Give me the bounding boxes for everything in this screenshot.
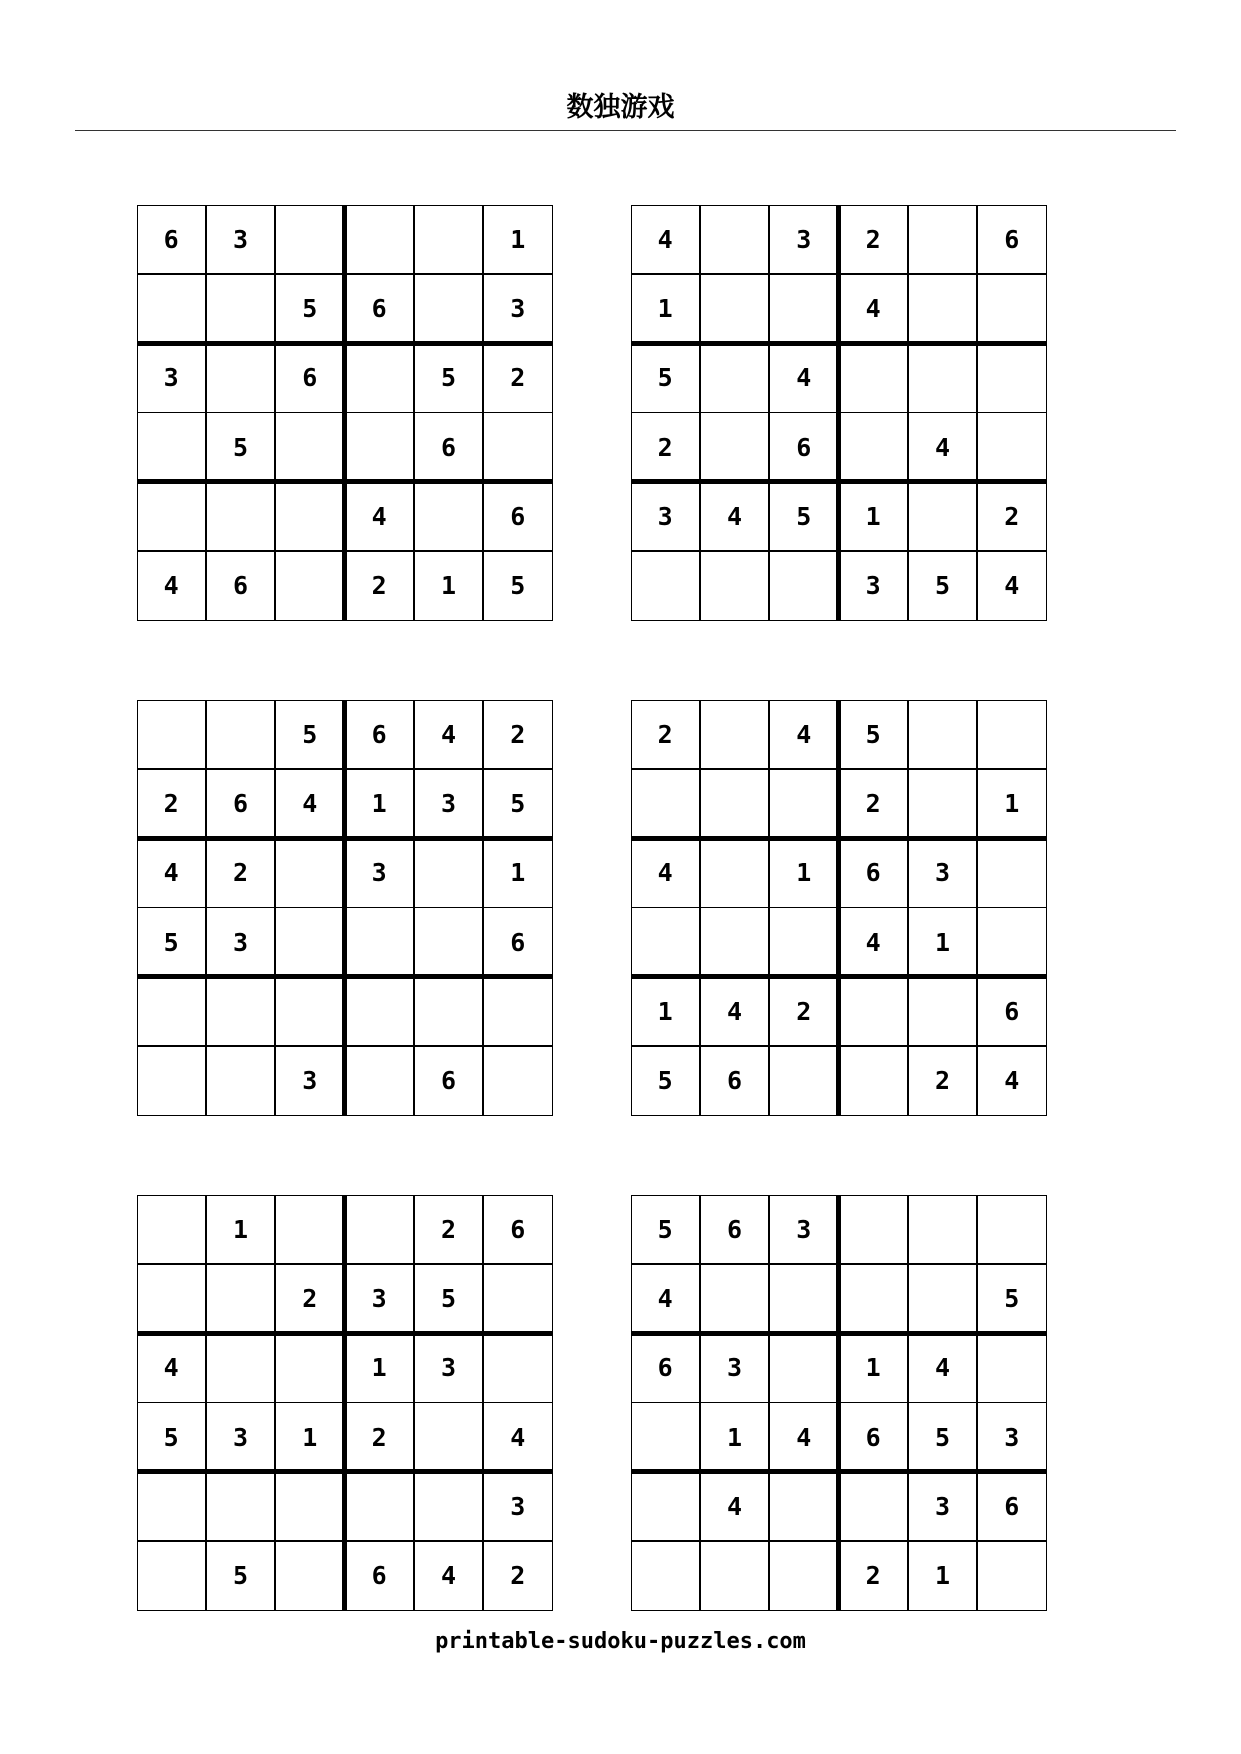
given-digit[interactable]: 1 [657, 996, 673, 1026]
empty-cell[interactable] [206, 343, 275, 412]
given-digit[interactable]: 2 [865, 1561, 881, 1591]
empty-cell[interactable] [769, 551, 838, 620]
empty-cell[interactable] [345, 1046, 414, 1115]
given-digit[interactable]: 1 [934, 1561, 951, 1591]
given-digit[interactable]: 5 [440, 1283, 457, 1313]
empty-cell[interactable] [206, 1264, 275, 1333]
empty-cell[interactable] [414, 482, 483, 551]
empty-cell[interactable] [908, 274, 977, 343]
empty-cell[interactable] [137, 1046, 206, 1115]
given-digit[interactable]: 1 [510, 858, 526, 888]
given-digit[interactable]: 1 [1004, 788, 1020, 818]
empty-cell[interactable] [275, 1195, 344, 1264]
given-digit[interactable]: 6 [726, 1066, 743, 1096]
empty-cell[interactable] [137, 700, 206, 769]
given-digit[interactable]: 1 [232, 1214, 249, 1244]
empty-cell[interactable] [414, 274, 483, 343]
empty-cell[interactable] [206, 700, 275, 769]
empty-cell[interactable] [769, 1333, 838, 1402]
given-digit[interactable]: 2 [510, 363, 526, 393]
given-digit[interactable]: 3 [232, 1422, 249, 1452]
page-title: 数独游戏 [566, 92, 675, 123]
given-digit[interactable]: 6 [232, 788, 249, 818]
given-digit[interactable]: 4 [796, 363, 812, 393]
given-digit[interactable]: 2 [440, 1214, 457, 1244]
given-digit[interactable]: 3 [510, 1491, 526, 1521]
given-digit[interactable]: 5 [232, 432, 249, 462]
given-digit[interactable]: 5 [302, 293, 318, 323]
empty-cell[interactable] [908, 343, 977, 412]
given-digit[interactable]: 3 [232, 224, 249, 254]
given-digit[interactable]: 4 [726, 996, 743, 1026]
given-digit[interactable]: 4 [726, 501, 743, 531]
empty-cell[interactable] [977, 700, 1046, 769]
given-digit[interactable]: 3 [510, 293, 526, 323]
empty-cell[interactable] [769, 769, 838, 838]
sudoku-grid [137, 700, 553, 1116]
given-digit[interactable]: 6 [510, 501, 526, 531]
given-digit[interactable]: 1 [371, 1353, 387, 1383]
empty-cell[interactable] [700, 769, 769, 838]
sudoku-grid [631, 1195, 1047, 1611]
sudoku-grid [137, 205, 553, 621]
given-digit[interactable]: 3 [1004, 1422, 1020, 1452]
given-digit[interactable]: 6 [1004, 224, 1020, 254]
empty-cell[interactable] [275, 1541, 344, 1610]
empty-cell[interactable] [483, 1264, 552, 1333]
empty-cell[interactable] [275, 977, 344, 1046]
given-digit[interactable]: 4 [726, 1491, 743, 1521]
given-digit[interactable]: 6 [510, 927, 526, 957]
given-digit[interactable]: 2 [371, 571, 387, 601]
empty-cell[interactable] [206, 1333, 275, 1402]
given-digit[interactable]: 6 [865, 858, 881, 888]
given-digit[interactable]: 4 [510, 1422, 526, 1452]
empty-cell[interactable] [414, 1472, 483, 1541]
given-digit[interactable]: 3 [302, 1066, 318, 1096]
empty-cell[interactable] [414, 205, 483, 274]
empty-cell[interactable] [345, 343, 414, 412]
sudoku-grid [631, 205, 1047, 621]
given-digit[interactable]: 4 [163, 1353, 179, 1383]
given-digit[interactable]: 5 [865, 719, 881, 749]
given-digit[interactable]: 6 [163, 224, 179, 254]
given-digit[interactable]: 6 [796, 432, 812, 462]
empty-cell[interactable] [345, 977, 414, 1046]
given-digit[interactable]: 5 [302, 719, 318, 749]
footer-website: printable-sudoku-puzzles.com [435, 1629, 806, 1654]
given-digit[interactable]: 5 [657, 1214, 673, 1244]
empty-cell[interactable] [414, 977, 483, 1046]
given-digit[interactable]: 6 [726, 1214, 743, 1244]
empty-cell[interactable] [908, 1195, 977, 1264]
empty-cell[interactable] [137, 274, 206, 343]
given-digit[interactable]: 4 [163, 571, 179, 601]
given-digit[interactable]: 5 [934, 571, 951, 601]
given-digit[interactable]: 5 [1004, 1283, 1020, 1313]
empty-cell[interactable] [908, 1264, 977, 1333]
empty-cell[interactable] [700, 205, 769, 274]
empty-cell[interactable] [137, 1472, 206, 1541]
empty-cell[interactable] [839, 1472, 908, 1541]
given-digit[interactable]: 4 [796, 1422, 812, 1452]
given-digit[interactable]: 5 [934, 1422, 951, 1452]
empty-cell[interactable] [631, 769, 700, 838]
empty-cell[interactable] [631, 1472, 700, 1541]
empty-cell[interactable] [769, 1472, 838, 1541]
empty-cell[interactable] [769, 274, 838, 343]
given-digit[interactable]: 4 [657, 858, 673, 888]
empty-cell[interactable] [700, 908, 769, 977]
empty-cell[interactable] [483, 413, 552, 482]
empty-cell[interactable] [908, 769, 977, 838]
given-digit[interactable]: 1 [440, 571, 457, 601]
given-digit[interactable]: 3 [440, 788, 457, 818]
given-digit[interactable]: 2 [232, 858, 249, 888]
given-digit[interactable]: 2 [371, 1422, 387, 1452]
empty-cell[interactable] [137, 977, 206, 1046]
empty-cell[interactable] [275, 838, 344, 907]
empty-cell[interactable] [839, 1264, 908, 1333]
given-digit[interactable]: 2 [163, 788, 179, 818]
empty-cell[interactable] [206, 1046, 275, 1115]
sudoku-grid [137, 1195, 553, 1611]
given-digit[interactable]: 5 [510, 571, 526, 601]
empty-cell[interactable] [908, 977, 977, 1046]
given-digit[interactable]: 4 [440, 719, 457, 749]
empty-cell[interactable] [839, 1046, 908, 1115]
given-digit[interactable]: 4 [440, 1561, 457, 1591]
given-digit[interactable]: 3 [865, 571, 881, 601]
empty-cell[interactable] [631, 1403, 700, 1472]
given-digit[interactable]: 1 [302, 1422, 318, 1452]
given-digit[interactable]: 1 [371, 788, 387, 818]
empty-cell[interactable] [631, 1541, 700, 1610]
given-digit[interactable]: 5 [163, 1422, 179, 1452]
empty-cell[interactable] [483, 1046, 552, 1115]
empty-cell[interactable] [137, 482, 206, 551]
given-digit[interactable]: 2 [865, 788, 881, 818]
given-digit[interactable]: 1 [657, 293, 673, 323]
empty-cell[interactable] [700, 1541, 769, 1610]
empty-cell[interactable] [908, 205, 977, 274]
given-digit[interactable]: 6 [232, 571, 249, 601]
empty-cell[interactable] [977, 343, 1046, 412]
empty-cell[interactable] [345, 413, 414, 482]
given-digit[interactable]: 4 [1004, 571, 1020, 601]
empty-cell[interactable] [275, 482, 344, 551]
given-digit[interactable]: 2 [796, 996, 812, 1026]
given-digit[interactable]: 1 [726, 1422, 743, 1452]
empty-cell[interactable] [700, 274, 769, 343]
empty-cell[interactable] [275, 551, 344, 620]
given-digit[interactable]: 5 [163, 927, 179, 957]
given-digit[interactable]: 6 [1004, 996, 1020, 1026]
given-digit[interactable]: 3 [371, 1283, 387, 1313]
empty-cell[interactable] [137, 1195, 206, 1264]
given-digit[interactable]: 3 [371, 858, 387, 888]
empty-cell[interactable] [839, 1195, 908, 1264]
given-digit[interactable]: 4 [1004, 1066, 1020, 1096]
given-digit[interactable]: 5 [440, 363, 457, 393]
empty-cell[interactable] [137, 413, 206, 482]
given-digit[interactable]: 3 [232, 927, 249, 957]
empty-cell[interactable] [631, 908, 700, 977]
empty-cell[interactable] [345, 1195, 414, 1264]
given-digit[interactable]: 4 [371, 501, 387, 531]
empty-cell[interactable] [414, 838, 483, 907]
sudoku-grid [631, 700, 1047, 1116]
given-digit[interactable]: 3 [934, 858, 951, 888]
empty-cell[interactable] [345, 908, 414, 977]
given-digit[interactable]: 1 [934, 927, 951, 957]
empty-cell[interactable] [977, 838, 1046, 907]
empty-cell[interactable] [977, 1541, 1046, 1610]
empty-cell[interactable] [700, 1264, 769, 1333]
empty-cell[interactable] [275, 413, 344, 482]
given-digit[interactable]: 6 [302, 363, 318, 393]
given-digit[interactable]: 4 [796, 719, 812, 749]
empty-cell[interactable] [700, 838, 769, 907]
empty-cell[interactable] [345, 1472, 414, 1541]
given-digit[interactable]: 3 [796, 1214, 812, 1244]
empty-cell[interactable] [206, 482, 275, 551]
given-digit[interactable]: 4 [865, 927, 881, 957]
given-digit[interactable]: 5 [232, 1561, 249, 1591]
empty-cell[interactable] [769, 1264, 838, 1333]
empty-cell[interactable] [839, 413, 908, 482]
given-digit[interactable]: 6 [440, 1066, 457, 1096]
empty-cell[interactable] [483, 1333, 552, 1402]
given-digit[interactable]: 1 [510, 224, 526, 254]
empty-cell[interactable] [977, 1195, 1046, 1264]
given-digit[interactable]: 4 [934, 432, 951, 462]
given-digit[interactable]: 6 [371, 293, 387, 323]
given-digit[interactable]: 3 [440, 1353, 457, 1383]
empty-cell[interactable] [977, 908, 1046, 977]
given-digit[interactable]: 3 [726, 1353, 743, 1383]
given-digit[interactable]: 2 [302, 1283, 318, 1313]
empty-cell[interactable] [414, 908, 483, 977]
given-digit[interactable]: 3 [657, 501, 673, 531]
empty-cell[interactable] [700, 413, 769, 482]
empty-cell[interactable] [977, 1333, 1046, 1402]
empty-cell[interactable] [839, 343, 908, 412]
given-digit[interactable]: 6 [1004, 1491, 1020, 1521]
given-digit[interactable]: 4 [657, 1283, 673, 1313]
given-digit[interactable]: 6 [865, 1422, 881, 1452]
empty-cell[interactable] [275, 1472, 344, 1541]
given-digit[interactable]: 2 [934, 1066, 951, 1096]
empty-cell[interactable] [206, 1472, 275, 1541]
empty-cell[interactable] [769, 1046, 838, 1115]
empty-cell[interactable] [908, 700, 977, 769]
empty-cell[interactable] [483, 977, 552, 1046]
given-digit[interactable]: 4 [657, 224, 673, 254]
empty-cell[interactable] [137, 1264, 206, 1333]
empty-cell[interactable] [908, 482, 977, 551]
empty-cell[interactable] [631, 551, 700, 620]
given-digit[interactable]: 4 [865, 293, 881, 323]
given-digit[interactable]: 3 [163, 363, 179, 393]
empty-cell[interactable] [137, 1541, 206, 1610]
given-digit[interactable]: 5 [657, 363, 673, 393]
given-digit[interactable]: 5 [657, 1066, 673, 1096]
empty-cell[interactable] [275, 908, 344, 977]
given-digit[interactable]: 2 [510, 719, 526, 749]
given-digit[interactable]: 1 [865, 1353, 881, 1383]
given-digit[interactable]: 2 [1004, 501, 1020, 531]
empty-cell[interactable] [839, 977, 908, 1046]
given-digit[interactable]: 3 [934, 1491, 951, 1521]
empty-cell[interactable] [345, 205, 414, 274]
given-digit[interactable]: 6 [510, 1214, 526, 1244]
empty-cell[interactable] [700, 343, 769, 412]
given-digit[interactable]: 1 [865, 501, 881, 531]
given-digit[interactable]: 2 [510, 1561, 526, 1591]
empty-cell[interactable] [275, 205, 344, 274]
empty-cell[interactable] [769, 908, 838, 977]
empty-cell[interactable] [700, 700, 769, 769]
given-digit[interactable]: 5 [510, 788, 526, 818]
given-digit[interactable]: 2 [865, 224, 881, 254]
given-digit[interactable]: 1 [796, 858, 812, 888]
empty-cell[interactable] [275, 1333, 344, 1402]
given-digit[interactable]: 3 [796, 224, 812, 254]
given-digit[interactable]: 2 [657, 432, 673, 462]
empty-cell[interactable] [977, 274, 1046, 343]
given-digit[interactable]: 4 [302, 788, 318, 818]
given-digit[interactable]: 6 [371, 719, 387, 749]
empty-cell[interactable] [206, 274, 275, 343]
empty-cell[interactable] [206, 977, 275, 1046]
given-digit[interactable]: 6 [371, 1561, 387, 1591]
given-digit[interactable]: 5 [796, 501, 812, 531]
empty-cell[interactable] [414, 1403, 483, 1472]
empty-cell[interactable] [700, 551, 769, 620]
given-digit[interactable]: 2 [657, 719, 673, 749]
empty-cell[interactable] [977, 413, 1046, 482]
given-digit[interactable]: 6 [440, 432, 457, 462]
given-digit[interactable]: 4 [934, 1353, 951, 1383]
given-digit[interactable]: 6 [657, 1353, 673, 1383]
given-digit[interactable]: 4 [163, 858, 179, 888]
empty-cell[interactable] [769, 1541, 838, 1610]
